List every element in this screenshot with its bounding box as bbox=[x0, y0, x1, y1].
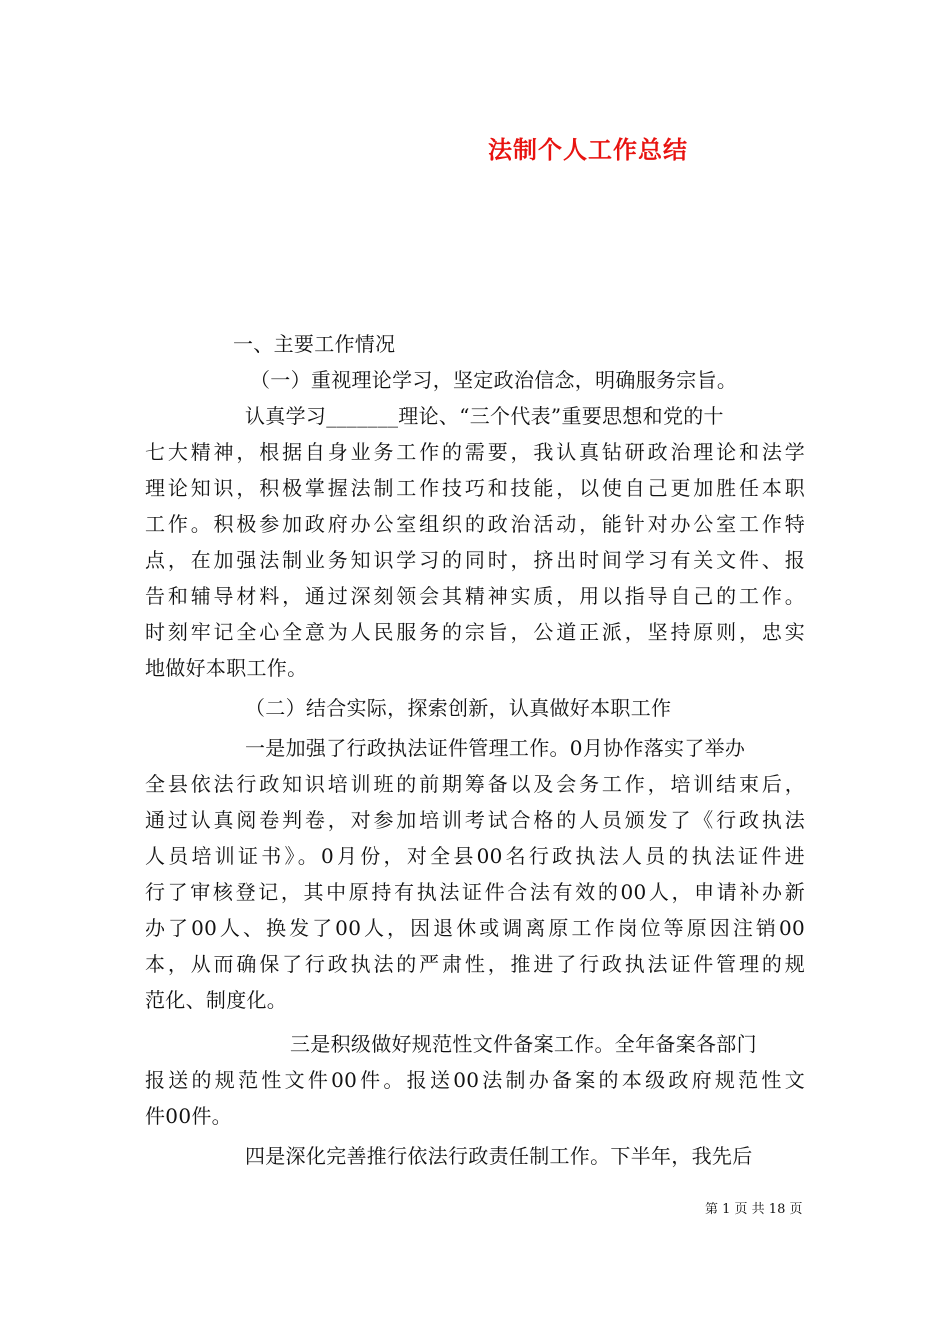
subsection-heading: （二）结合实际，探索创新，认真做好本职工作 bbox=[245, 696, 672, 720]
paragraph-line: 一是加强了行政执法证件管理工作。0月协作落实了举办 bbox=[245, 736, 746, 760]
paragraph-line: 报送的规范性文件00件。报送00法制办备案的本级政府规范性文 bbox=[145, 1068, 805, 1092]
paragraph-line: 时刻牢记全心全意为人民服务的宗旨，公道正派，坚持原则，忠实 bbox=[145, 620, 805, 644]
paragraph-line: 全县依法行政知识培训班的前期筹备以及会务工作，培训结束后， bbox=[145, 772, 805, 796]
paragraph-line: 办了00人、换发了00人，因退休或调离原工作岗位等原因注销00 bbox=[145, 916, 805, 940]
paragraph-line: 通过认真阅卷判卷，对参加培训考试合格的人员颁发了《行政执法 bbox=[145, 808, 805, 832]
paragraph-line: 行了审核登记，其中原持有执法证件合法有效的00人，申请补办新 bbox=[145, 880, 805, 904]
paragraph-line: 工作。积极参加政府办公室组织的政治活动，能针对办公室工作特 bbox=[145, 512, 805, 536]
paragraph-line: 四是深化完善推行依法行政责任制工作。下半年，我先后 bbox=[245, 1144, 753, 1168]
page-number: 第 1 页 共 18 页 bbox=[705, 1202, 803, 1217]
paragraph-line: 认真学习_______理论、“三个代表”重要思想和党的十 bbox=[245, 404, 724, 428]
paragraph-line: 范化、制度化。 bbox=[145, 988, 288, 1012]
paragraph-line: 理论知识，积极掌握法制工作技巧和技能，以使自己更加胜任本职 bbox=[145, 476, 805, 500]
paragraph-line: 告和辅导材料，通过深刻领会其精神实质，用以指导自己的工作。 bbox=[145, 584, 805, 608]
paragraph-line: 地做好本职工作。 bbox=[145, 656, 308, 680]
paragraph-line: 本，从而确保了行政执法的严肃性，推进了行政执法证件管理的规 bbox=[145, 952, 805, 976]
paragraph-line: 人员培训证书》。0月份，对全县00名行政执法人员的执法证件进 bbox=[145, 844, 805, 868]
paragraph-line: 点，在加强法制业务知识学习的同时，挤出时间学习有关文件、报 bbox=[145, 548, 805, 572]
paragraph-line: 三是积级做好规范性文件备案工作。全年备案各部门 bbox=[290, 1032, 757, 1056]
document-title: 法制个人工作总结 bbox=[488, 135, 688, 164]
section-heading: 一、主要工作情况 bbox=[233, 332, 396, 356]
paragraph-line: 件00件。 bbox=[145, 1104, 232, 1128]
subsection-heading: （一）重视理论学习，坚定政治信念，明确服务宗旨。 bbox=[250, 368, 738, 392]
paragraph-line: 七大精神，根据自身业务工作的需要，我认真钻研政治理论和法学 bbox=[145, 440, 805, 464]
